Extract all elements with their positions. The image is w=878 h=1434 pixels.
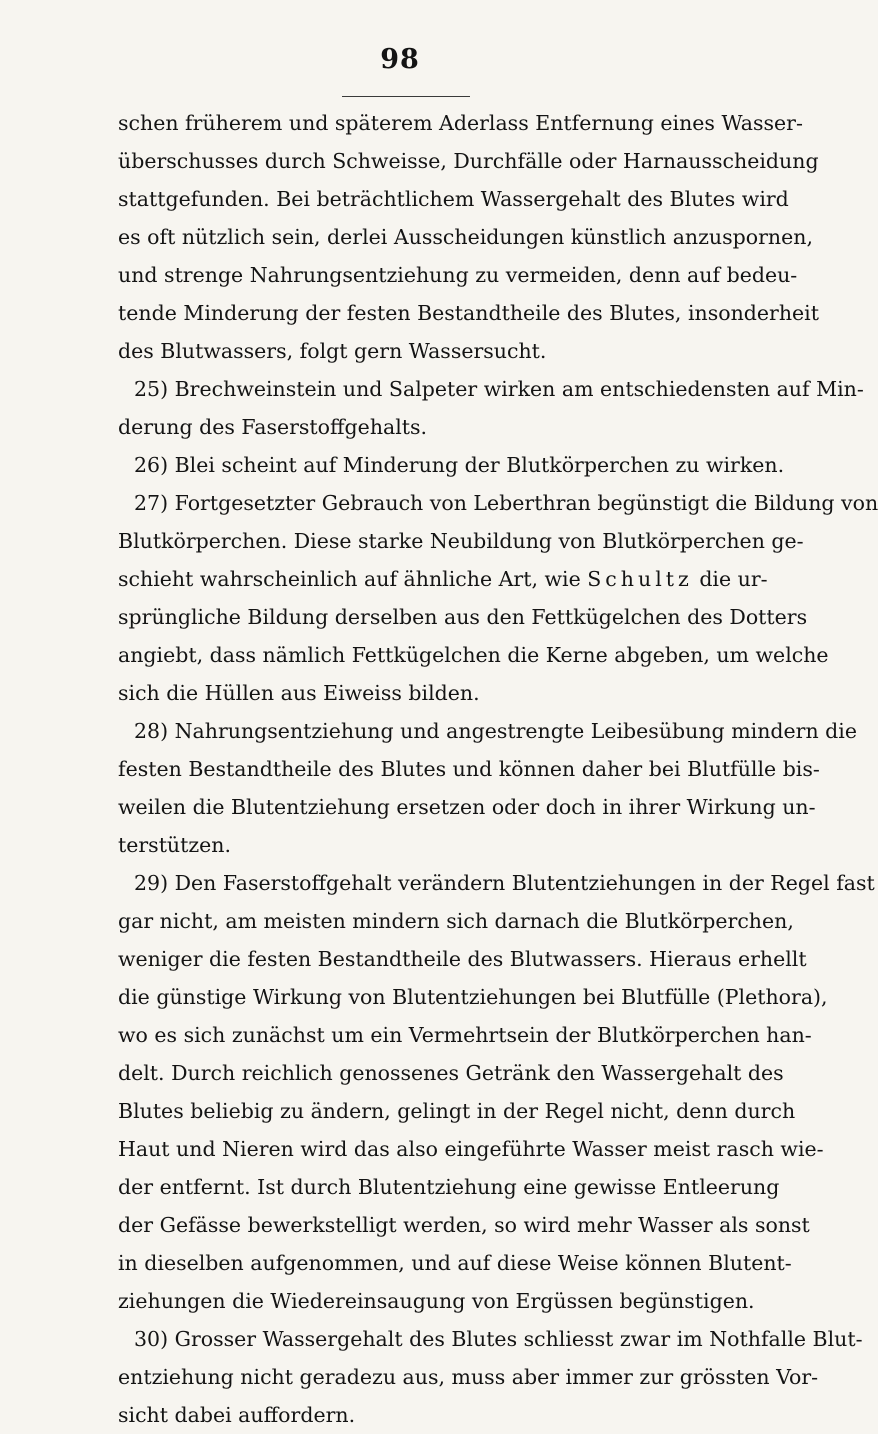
text-line: überschusses durch Schweisse, Durchfälle oder Harnausscheidung <box>118 149 819 173</box>
paragraph-start: 28) Nahrungsentziehung und angestrengte Leibesübung mindern die <box>134 719 857 743</box>
text-line: und strenge Nahrungsentziehung zu vermeiden, denn auf bedeu- <box>118 263 798 287</box>
paragraph-start: 25) Brechweinstein und Salpeter wirken am entschiedensten auf Min- <box>134 377 864 401</box>
text-line: des Blutwassers, folgt gern Wassersucht. <box>118 339 547 363</box>
text-line <box>118 560 768 598</box>
paragraph-start: 27) Fortgesetzter Gebrauch von Leberthran begünstigt die Bildung von <box>134 491 878 515</box>
text-line: entziehung nicht geradezu aus, muss aber immer zur grössten Vor- <box>118 1365 819 1389</box>
text-line: stattgefunden. Bei beträchtlichem Wassergehalt des Blutes wird <box>118 187 789 211</box>
text-line: Haut und Nieren wird das also eingeführte Wasser meist rasch wie- <box>118 1137 824 1161</box>
text-line: in dieselben aufgenommen, und auf diese Weise können Blutent- <box>118 1251 792 1275</box>
text-line: gar nicht, am meisten mindern sich darnach die Blutkörperchen, <box>118 909 794 933</box>
paragraph-start: 30) Grosser Wassergehalt des Blutes schliesst zwar im Nothfalle Blut- <box>134 1327 863 1351</box>
text-line: ziehungen die Wiedereinsaugung von Ergüssen begünstigen. <box>118 1289 755 1313</box>
text-line: weilen die Blutentziehung ersetzen oder doch in ihrer Wirkung un- <box>118 795 816 819</box>
author-name: Schultz <box>587 567 693 591</box>
header-rule <box>342 96 470 97</box>
body-text <box>118 104 878 1434</box>
text-line: tende Minderung der festen Bestandtheile des Blutes, insonderheit <box>118 301 819 325</box>
paragraph-start: 26) Blei scheint auf Minderung der Blutkörperchen zu wirken. <box>134 453 785 477</box>
text-segment: die ur- <box>692 567 768 591</box>
text-line: angiebt, dass nämlich Fettkügelchen die Kerne abgeben, um welche <box>118 643 829 667</box>
text-line: Blutes beliebig zu ändern, gelingt in der Regel nicht, denn durch <box>118 1099 796 1123</box>
text-line: sprüngliche Bildung derselben aus den Fettkügelchen des Dotters <box>118 605 808 629</box>
text-line: terstützen. <box>118 833 232 857</box>
text-line: festen Bestandtheile des Blutes und können daher bei Blutfülle bis- <box>118 757 820 781</box>
text-line: Blutkörperchen. Diese starke Neubildung von Blutkörperchen ge- <box>118 529 804 553</box>
paragraph-start: 29) Den Faserstoffgehalt verändern Blutentziehungen in der Regel fast <box>134 871 875 895</box>
text-segment: schieht wahrscheinlich auf ähnliche Art, wie <box>118 567 588 591</box>
text-line: derung des Faserstoffgehalts. <box>118 415 428 439</box>
page-number: 98 <box>380 44 420 75</box>
text-line: der entfernt. Ist durch Blutentziehung eine gewisse Entleerung <box>118 1175 780 1199</box>
text-line: der Gefässe bewerkstelligt werden, so wird mehr Wasser als sonst <box>118 1213 810 1237</box>
text-line: es oft nützlich sein, derlei Ausscheidungen künstlich anzuspornen, <box>118 225 813 249</box>
text-line: delt. Durch reichlich genossenes Getränk den Wassergehalt des <box>118 1061 784 1085</box>
text-line: sicht dabei auffordern. <box>118 1403 356 1427</box>
text-line: sich die Hüllen aus Eiweiss bilden. <box>118 681 480 705</box>
text-line: weniger die festen Bestandtheile des Blutwassers. Hieraus erhellt <box>118 947 807 971</box>
text-line: schen früherem und späterem Aderlass Entfernung eines Wasser- <box>118 111 803 135</box>
text-line: die günstige Wirkung von Blutentziehungen bei Blutfülle (Plethora), <box>118 985 828 1009</box>
text-line: wo es sich zunächst um ein Vermehrtsein der Blutkörperchen han- <box>118 1023 812 1047</box>
